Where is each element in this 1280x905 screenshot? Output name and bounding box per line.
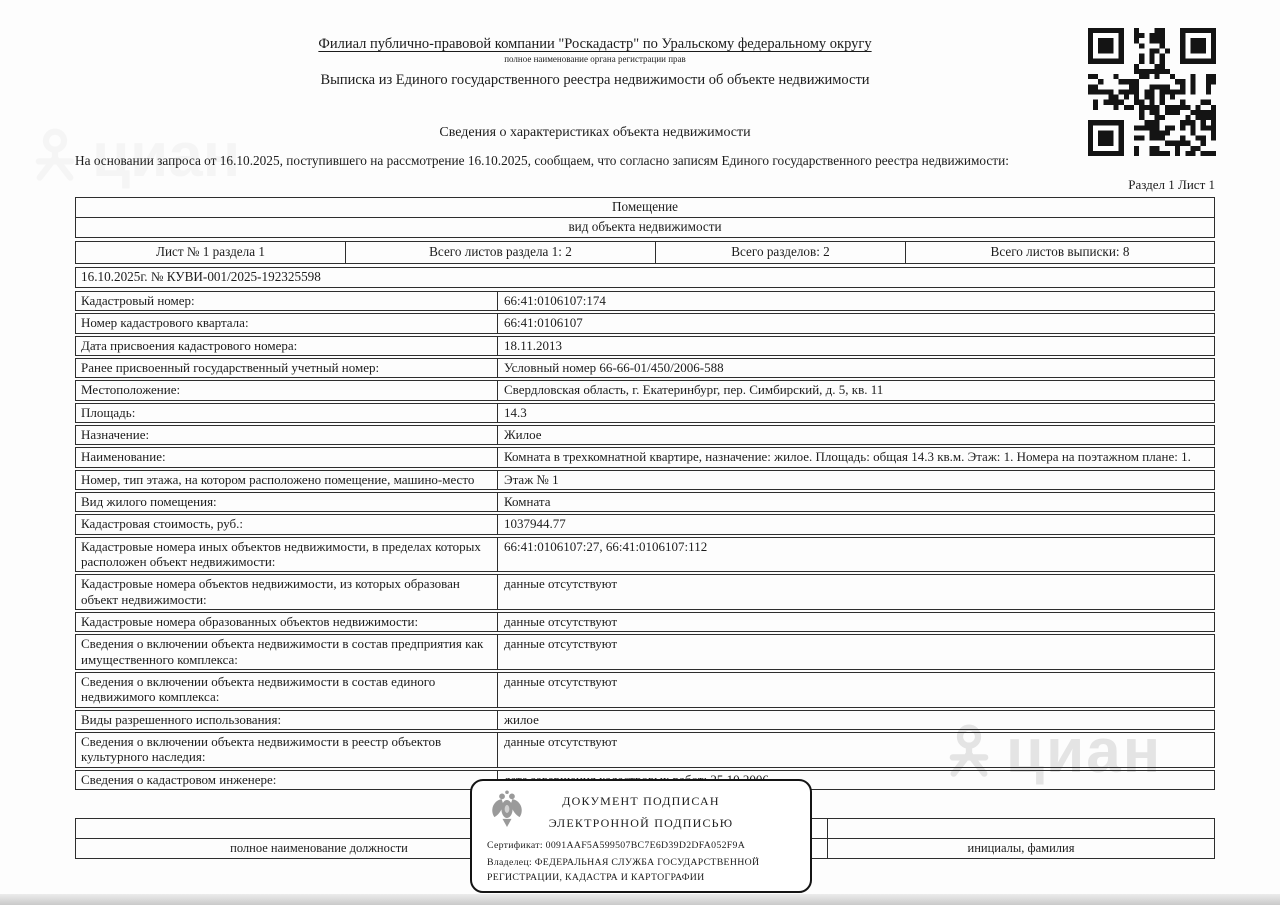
row-label: Назначение: xyxy=(76,426,498,444)
section-title: Сведения о характеристиках объекта недвижимости xyxy=(439,125,751,140)
row-value: Комната в трехкомнатной квартире, назначение: жилое. Площадь: общая 14.3 кв.м. Этаж: 1. Номера на поэтажном плане: 1. xyxy=(504,449,1191,465)
row-value: данные отсутствуют xyxy=(504,613,618,629)
object-type-caption: вид объекта недвижимости xyxy=(568,219,722,234)
table-row xyxy=(75,732,1215,768)
object-type-value: Помещение xyxy=(76,198,1214,218)
characteristics-table xyxy=(75,291,1215,790)
row-value: 66:41:0106107:27, 66:41:0106107:112 xyxy=(504,538,708,554)
coat-of-arms-icon xyxy=(489,789,525,834)
table-row xyxy=(75,336,1215,356)
sheet-info-cell: Всего листов выписки: 8 xyxy=(990,244,1130,259)
signature-right-caption: инициалы, фамилия xyxy=(967,841,1075,855)
signature-left-caption: полное наименование должности xyxy=(230,841,408,855)
row-value: Условный номер 66-66-01/450/2006-588 xyxy=(504,359,724,375)
registration-authority-name: Филиал публично-правовой компании "Роскадастр" по Уральскому федеральному округу xyxy=(318,36,872,52)
table-row xyxy=(75,574,1215,610)
row-label: Наименование: xyxy=(76,448,498,466)
row-value: данные отсутствуют xyxy=(504,576,618,592)
table-row xyxy=(75,470,1215,490)
table-row xyxy=(75,313,1215,333)
row-value: данные отсутствуют xyxy=(504,636,618,652)
cian-pin-icon xyxy=(28,127,82,185)
row-value: Комната xyxy=(504,493,551,509)
row-value: 18.11.2013 xyxy=(504,337,563,353)
row-label: Ранее присвоенный государственный учетный номер: xyxy=(76,359,498,377)
stamp-certificate: Сертификат: 0091AAF5A599507BC7E6D39D2DFA052F9A xyxy=(487,840,746,851)
row-label: Кадастровая стоимость, руб.: xyxy=(76,515,498,533)
row-label: Сведения о включении объекта недвижимости в состав единого недвижимого комплекса: xyxy=(76,673,498,707)
sheet-info-cell: Всего разделов: 2 xyxy=(656,242,906,263)
row-value: Жилое xyxy=(504,426,542,442)
stamp-line1: ДОКУМЕНТ ПОДПИСАН xyxy=(562,794,720,808)
document-header xyxy=(75,36,1115,141)
row-label: Местоположение: xyxy=(76,381,498,399)
qr-code-image xyxy=(1088,28,1216,156)
row-value: жилое xyxy=(504,711,539,727)
sheet-info-cell: Всего листов раздела 1: 2 xyxy=(346,242,656,263)
table-row xyxy=(75,612,1215,632)
signature-name-cell xyxy=(827,818,1215,859)
stamp-owner: Владелец: ФЕДЕРАЛЬНАЯ СЛУЖБА ГОСУДАРСТВЕННОЙ РЕГИСТРАЦИИ, КАДАСТРА И КАРТОГРАФИИ xyxy=(487,857,760,884)
table-row xyxy=(75,403,1215,423)
sheet-info-cell: Лист № 1 раздела 1 xyxy=(76,242,346,263)
row-label: Сведения о включении объекта недвижимости в реестр объектов культурного наследия: xyxy=(76,733,498,767)
watermark-text: циан xyxy=(1006,717,1163,786)
row-label: Кадастровые номера иных объектов недвижимости, в пределах которых расположен объект недвижимости: xyxy=(76,538,498,572)
stamp-line2: ЭЛЕКТРОННОЙ ПОДПИСЬЮ xyxy=(548,816,734,830)
row-label: Номер, тип этажа, на котором расположено помещение, машино-место xyxy=(76,471,498,489)
signature-line xyxy=(828,819,1214,839)
table-row xyxy=(75,291,1215,311)
row-value: 66:41:0106107 xyxy=(504,315,583,331)
table-row xyxy=(75,425,1215,445)
document-title: Выписка из Единого государственного реестра недвижимости об объекте недвижимости xyxy=(320,72,870,88)
row-value: 66:41:0106107:174 xyxy=(504,293,606,308)
row-label: Сведения о включении объекта недвижимости в состав предприятия как имущественного комплекса: xyxy=(76,635,498,669)
row-label: Кадастровые номера образованных объектов недвижимости: xyxy=(76,613,498,631)
bottom-scan-strip xyxy=(0,894,1280,905)
row-label: Виды разрешенного использования: xyxy=(76,711,498,729)
row-label: Площадь: xyxy=(76,404,498,422)
table-row xyxy=(75,710,1215,730)
table-row xyxy=(75,634,1215,670)
row-value: данные отсутствуют xyxy=(504,733,618,749)
table-row xyxy=(75,514,1215,534)
object-type-table xyxy=(75,197,1215,238)
table-row xyxy=(75,672,1215,708)
document-content xyxy=(75,0,1215,792)
watermark-text: циан xyxy=(92,121,241,190)
request-number-row: 16.10.2025г. № КУВИ-001/2025-192325598 xyxy=(75,267,1215,288)
row-value: 1037944.77 xyxy=(504,516,566,532)
registration-authority-caption: полное наименование органа регистрации прав xyxy=(504,54,686,64)
row-label: Сведения о кадастровом инженере: xyxy=(76,771,498,789)
row-label: Кадастровые номера объектов недвижимости, из которых образован объект недвижимости: xyxy=(76,575,498,609)
table-row xyxy=(75,492,1215,512)
section-sheet-label: Раздел 1 Лист 1 xyxy=(1128,177,1215,192)
row-label: Кадастровый номер: xyxy=(76,292,498,310)
sheet-info-row xyxy=(75,241,1215,264)
row-label: Дата присвоения кадастрового номера: xyxy=(76,337,498,355)
table-row xyxy=(75,380,1215,400)
intro-text: На основании запроса от 16.10.2025, поступившего на рассмотрение 16.10.2025, сообщаем, что согласно записям Единого государственного реестра недвижимости: xyxy=(75,153,1009,168)
table-row xyxy=(75,447,1215,467)
row-value: данные отсутствуют xyxy=(504,673,618,689)
table-row xyxy=(75,537,1215,573)
table-row xyxy=(75,358,1215,378)
row-value: 14.3 xyxy=(504,404,527,420)
row-value: Этаж № 1 xyxy=(504,471,559,487)
row-label: Номер кадастрового квартала: xyxy=(76,314,498,332)
row-value: Свердловская область, г. Екатеринбург, пер. Симбирский, д. 5, кв. 11 xyxy=(504,382,884,398)
e-signature-stamp xyxy=(470,779,812,893)
row-label: Вид жилого помещения: xyxy=(76,493,498,511)
